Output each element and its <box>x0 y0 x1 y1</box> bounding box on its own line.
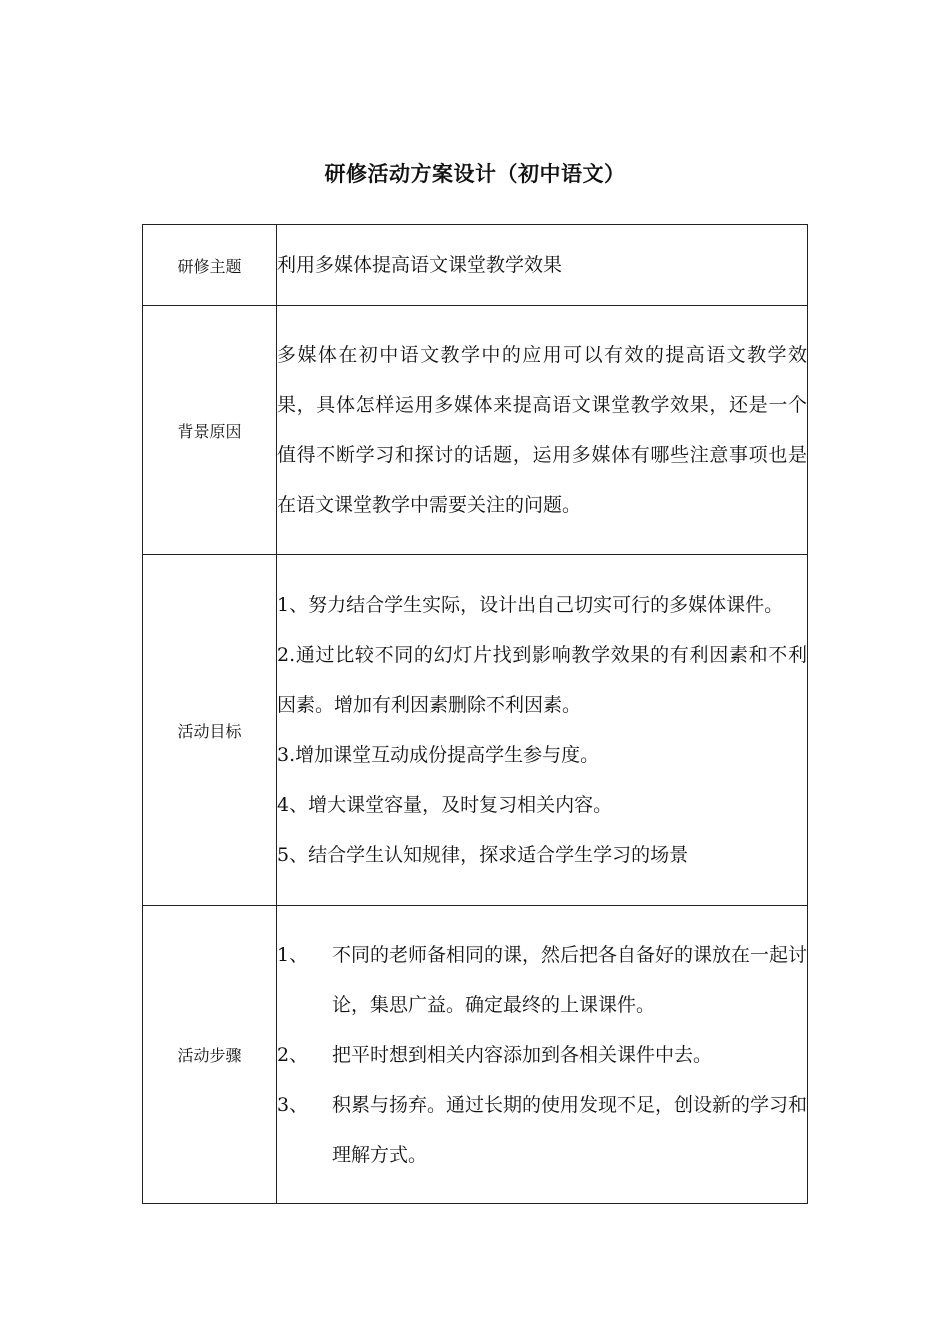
row-label-goals: 活动目标 <box>143 555 277 906</box>
step-item <box>277 1080 807 1180</box>
step-item <box>277 1030 807 1080</box>
row-label-topic: 研修主题 <box>143 225 277 306</box>
row-content-background: 多媒体在初中语文教学中的应用可以有效的提高语文教学效果，具体怎样运用多媒体来提高语文课堂教学效果，还是一个值得不断学习和探讨的话题，运用多媒体有哪些注意事项也是在语文课堂教学中需要关注的问题。 <box>277 306 808 555</box>
goal-item: 2.通过比较不同的幻灯片找到影响教学效果的有利因素和不利因素。增加有利因素删除不利因素。 <box>277 644 807 716</box>
step-text: 积累与扬弃。通过长期的使用发现不足，创设新的学习和理解方式。 <box>332 1093 808 1166</box>
table-row-background <box>143 306 808 555</box>
plan-table <box>142 224 808 1204</box>
row-label-steps: 活动步骤 <box>143 906 277 1204</box>
goal-item: 5、结合学生认知规律，探求适合学生学习的场景 <box>277 844 689 866</box>
step-number: 2、 <box>277 1043 309 1066</box>
step-number: 1、 <box>277 943 309 966</box>
row-content-goals <box>277 555 808 906</box>
step-text: 把平时想到相关内容添加到各相关课件中去。 <box>332 1043 713 1066</box>
table-row-steps <box>143 906 808 1204</box>
row-label-background: 背景原因 <box>143 306 277 555</box>
table-row-goals <box>143 555 808 906</box>
step-number: 3、 <box>277 1093 309 1116</box>
document-title: 研修活动方案设计（初中语文） <box>324 161 626 186</box>
table-row-topic <box>143 225 808 306</box>
step-text: 不同的老师备相同的课，然后把各自备好的课放在一起讨论，集思广益。确定最终的上课课件。 <box>332 943 808 1016</box>
step-item <box>277 930 807 1030</box>
goal-item: 4、增大课堂容量，及时复习相关内容。 <box>277 794 613 816</box>
goal-item: 1、努力结合学生实际，设计出自己切实可行的多媒体课件。 <box>277 594 784 616</box>
row-content-topic: 利用多媒体提高语文课堂教学效果 <box>277 225 808 306</box>
row-content-steps <box>277 906 808 1204</box>
goal-item: 3.增加课堂互动成份提高学生参与度。 <box>277 744 600 766</box>
